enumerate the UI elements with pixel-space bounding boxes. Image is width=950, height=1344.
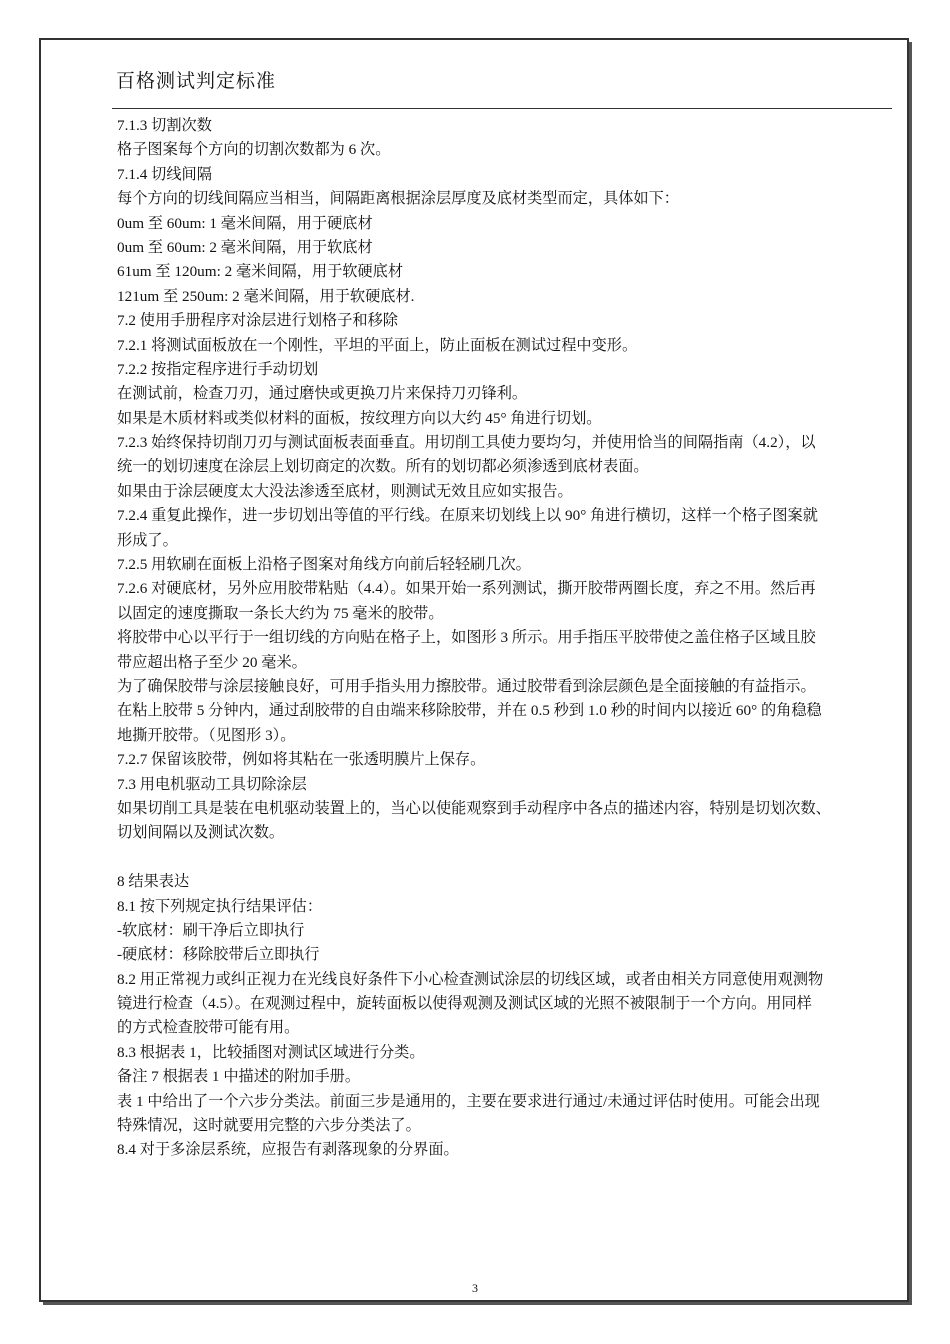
text-line: 7.3 用电机驱动工具切除涂层 <box>117 775 307 793</box>
text-line: 0um 至 60um: 1 毫米间隔，用于硬底材 <box>117 214 373 232</box>
text-line: 统一的划切速度在涂层上划切商定的次数。所有的划切都必须渗透到底材表面。 <box>117 458 649 476</box>
text-line: -硬底材：移除胶带后立即执行 <box>117 946 320 964</box>
text-line: 0um 至 60um: 2 毫米间隔，用于软底材 <box>117 238 373 256</box>
text-line: 61um 至 120um: 2 毫米间隔，用于软硬底材 <box>117 263 404 281</box>
document-body <box>117 114 893 1163</box>
text-line: 将胶带中心以平行于一组切线的方向贴在格子上，如图形 3 所示。用手指压平胶带使之盖住格子区域且胶 <box>117 629 816 647</box>
text-line: 7.2.6 对硬底材，另外应用胶带粘贴（4.4）。如果开始一系列测试，撕开胶带两圈长度，弃之不用。然后再 <box>117 580 816 598</box>
text-line: 7.2.2 按指定程序进行手动切划 <box>117 360 319 378</box>
text-line: 镜进行检查（4.5）。在观测过程中，旋转面板以使得观测及测试区域的光照不被限制于一个方向。用同样 <box>117 995 812 1013</box>
text-line: 地撕开胶带。（见图形 3）。 <box>117 726 296 744</box>
text-line: -软底材：刷干净后立即执行 <box>117 921 305 939</box>
text-line: 格子图案每个方向的切割次数都为 6 次。 <box>117 141 391 159</box>
text-line: 切划间隔以及测试次数。 <box>117 824 285 842</box>
text-line: 为了确保胶带与涂层接触良好，可用手指头用力擦胶带。通过胶带看到涂层颜色是全面接触的有益指示。 <box>117 677 816 695</box>
page-border-shadow-bottom <box>43 1302 911 1305</box>
page-number: 3 <box>472 1281 478 1295</box>
text-line: 7.2.4 重复此操作，进一步切划出等值的平行线。在原来切划线上以 90° 角进行横切，这样一个格子图案就 <box>117 507 818 525</box>
text-line: 如果由于涂层硬度太大没法渗透至底材，则测试无效且应如实报告。 <box>117 482 573 500</box>
text-line: 7.2.5 用软刷在面板上沿格子图案对角线方向前后轻轻刷几次。 <box>117 556 531 574</box>
text-line: 7.1.3 切割次数 <box>117 117 212 134</box>
text-line: 7.2.3 始终保持切削刀刃与测试面板表面垂直。用切削工具使力要均匀，并使用恰当的间隔指南（4.2），以 <box>117 434 816 452</box>
text-line: 在粘上胶带 5 分钟内，通过刮胶带的自由端来移除胶带，并在 0.5 秒到 1.0 秒的时间内以接近 60° 的角稳稳 <box>117 702 822 720</box>
text-line: 8.4 对于多涂层系统，应报告有剥落现象的分界面。 <box>117 1141 459 1159</box>
text-line: 8 结果表达 <box>117 873 190 891</box>
text-line: 在测试前，检查刀刃，通过磨快或更换刀片来保持刀刃锋利。 <box>117 385 528 403</box>
text-line: 备注 7 根据表 1 中描述的附加手册。 <box>117 1068 360 1086</box>
text-line: 特殊情况，这时就要用完整的六步分类法了。 <box>117 1117 421 1135</box>
text-line: 8.1 按下列规定执行结果评估： <box>117 897 323 915</box>
text-line: 7.2.1 将测试面板放在一个刚性，平坦的平面上，防止面板在测试过程中变形。 <box>117 336 638 354</box>
text-line: 121um 至 250um: 2 毫米间隔，用于软硬底材. <box>117 287 415 305</box>
page-border-shadow-right <box>909 42 912 1305</box>
text-line: 如果是木质材料或类似材料的面板，按纹理方向以大约 45° 角进行切划。 <box>117 409 602 427</box>
text-line: 8.3 根据表 1，比较插图对测试区域进行分类。 <box>117 1043 425 1061</box>
text-line: 的方式检查胶带可能有用。 <box>117 1019 300 1037</box>
text-line: 7.2.7 保留该胶带，例如将其粘在一张透明膜片上保存。 <box>117 751 486 769</box>
text-line: 表 1 中给出了一个六步分类法。前面三步是通用的，主要在要求进行通过/未通过评估时使用。可能会出现 <box>117 1092 820 1110</box>
text-line: 以固定的速度撕取一条长大约为 75 毫米的胶带。 <box>117 604 444 622</box>
document-header-title: 百格测试判定标准 <box>116 71 277 92</box>
text-line: 每个方向的切线间隔应当相当，间隔距离根据涂层厚度及底材类型而定，具体如下： <box>117 190 679 208</box>
text-line: 7.2 使用手册程序对涂层进行划格子和移除 <box>117 312 398 330</box>
blank-line <box>117 846 893 870</box>
text-line: 7.1.4 切线间隔 <box>117 165 212 183</box>
text-line: 8.2 用正常视力或纠正视力在光线良好条件下小心检查测试涂层的切线区域，或者由相关方同意使用观测物 <box>117 970 824 988</box>
text-line: 如果切削工具是装在电机驱动装置上的，当心以使能观察到手动程序中各点的描述内容，特别是切划次数、 <box>117 799 831 817</box>
text-line: 形成了。 <box>117 531 178 549</box>
header-divider <box>112 108 892 109</box>
text-line: 带应超出格子至少 20 毫米。 <box>117 653 307 671</box>
